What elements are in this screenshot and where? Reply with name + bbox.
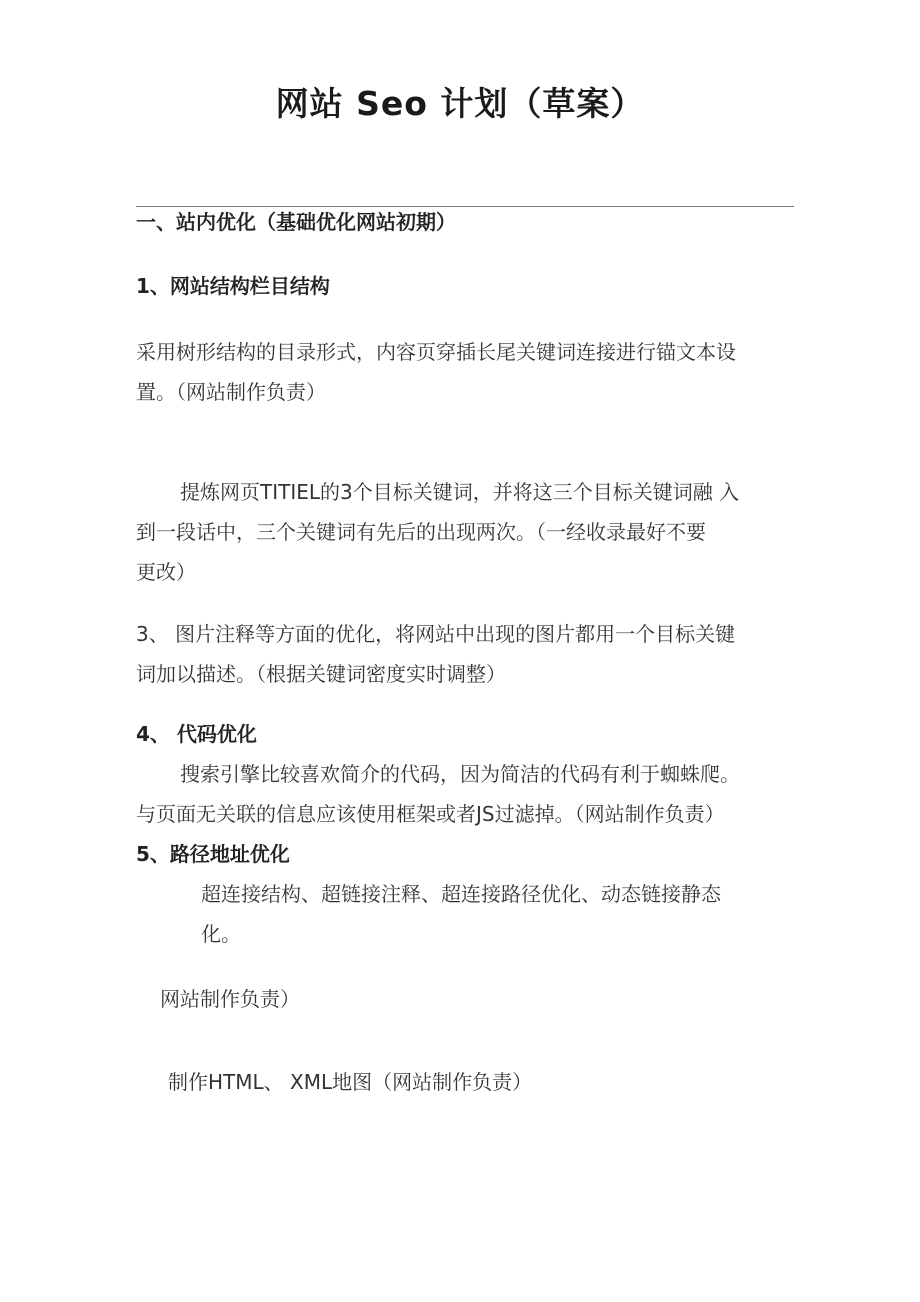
- item1-text-line1: 采用树形结构的目录形式，内容页穿插长尾关键词连接进行锚文本设: [136, 340, 736, 364]
- item2-text-line2: 到一段话中，三个关键词有先后的出现两次。（一经收录最好不要: [136, 520, 706, 544]
- item2-text-line1: 提炼网页TITIEL的3个目标关键词，并将这三个目标关键词融 入: [180, 480, 740, 504]
- note-line1: 网站制作负责）: [160, 987, 300, 1011]
- item2-text-line3: 更改）: [136, 560, 196, 584]
- note-line2: 制作HTML、 XML地图（网站制作负责）: [168, 1070, 533, 1094]
- item4-text-line1: 搜索引擎比较喜欢简介的代码，因为简洁的代码有利于蜘蛛爬。: [180, 762, 740, 786]
- item1-text-line2: 置。（网站制作负责）: [136, 380, 326, 404]
- page-title: 网站 Seo 计划（草案）: [275, 84, 645, 123]
- section-heading: 一、站内优化（基础优化网站初期）: [136, 210, 456, 234]
- item1-heading: 1、网站结构栏目结构: [136, 274, 330, 298]
- heading-divider: [136, 206, 794, 207]
- item4-heading: 4、 代码优化: [136, 722, 257, 746]
- item5-heading: 5、路径地址优化: [136, 842, 290, 866]
- item5-text-line2: 化。: [201, 922, 241, 946]
- item4-text-line2: 与页面无关联的信息应该使用框架或者JS过滤掉。（网站制作负责）: [136, 802, 725, 826]
- item3-text-line2: 词加以描述。（根据关键词密度实时调整）: [136, 662, 506, 686]
- item3-text-line1: 3、 图片注释等方面的优化，将网站中出现的图片都用一个目标关键: [136, 622, 736, 646]
- item5-text-line1: 超连接结构、超链接注释、超连接路径优化、动态链接静态: [201, 882, 721, 906]
